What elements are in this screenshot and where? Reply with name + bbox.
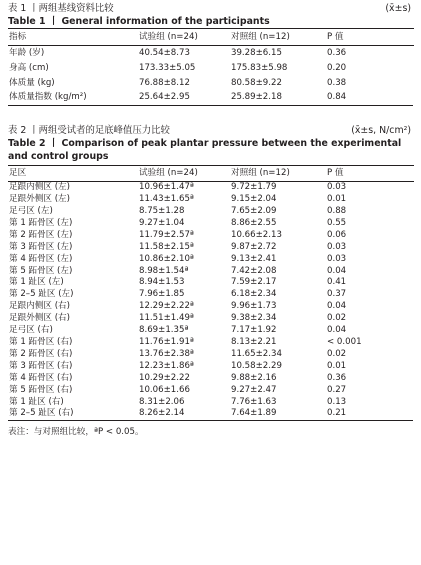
table-cell: 25.64±2.95 bbox=[139, 92, 190, 103]
table-cell: 7.42±2.08 bbox=[231, 265, 277, 276]
table-cell: 7.96±1.85 bbox=[139, 289, 185, 300]
table-cell: 0.01 bbox=[327, 360, 347, 371]
table-cell: 8.31±2.06 bbox=[139, 396, 185, 407]
table-cell: 第 3 跖骨区 (左) bbox=[9, 241, 73, 252]
table-cell: 8.26±2.14 bbox=[139, 408, 185, 419]
table-header-cell: 指标 bbox=[9, 32, 27, 42]
table-cell: 0.13 bbox=[327, 396, 347, 407]
table-row bbox=[8, 218, 414, 230]
table-row bbox=[8, 266, 414, 278]
table-cell: 第 4 跖骨区 (左) bbox=[9, 253, 73, 264]
table-row bbox=[8, 61, 414, 76]
table-cell: 年龄 (岁) bbox=[9, 48, 45, 58]
table-cell: 0.03 bbox=[327, 253, 347, 264]
table-row bbox=[8, 301, 414, 313]
table-row bbox=[8, 397, 414, 409]
table-row bbox=[8, 361, 414, 373]
table1-header-row bbox=[8, 29, 414, 46]
table-cell: < 0.001 bbox=[327, 336, 362, 347]
table-cell: 0.02 bbox=[327, 313, 347, 324]
table-cell: 7.65±2.09 bbox=[231, 206, 277, 216]
table-cell: 9.87±2.72 bbox=[231, 241, 277, 252]
table-cell: 80.58±9.22 bbox=[231, 77, 282, 88]
table-cell: 0.03 bbox=[327, 241, 347, 252]
table-cell: 足弓区 (右) bbox=[9, 325, 53, 336]
table-cell: 76.88±8.12 bbox=[139, 77, 190, 88]
table-cell: 第 2–5 趾区 (右) bbox=[9, 408, 74, 419]
table2-caption bbox=[8, 124, 413, 137]
table-cell: 7.59±2.17 bbox=[231, 277, 277, 288]
table-cell: 0.84 bbox=[327, 92, 347, 103]
table-row bbox=[8, 408, 414, 420]
table-cell: 39.28±6.15 bbox=[231, 48, 282, 58]
table-row bbox=[8, 182, 414, 194]
table-cell: 第 3 跖骨区 (右) bbox=[9, 360, 73, 371]
table-row bbox=[8, 194, 414, 206]
table-cell: 13.76±2.38ª bbox=[139, 348, 194, 359]
table2-footnote: 表注：与对照组比较，ªP < 0.05。 bbox=[8, 427, 144, 438]
table-cell: 8.75±1.28 bbox=[139, 206, 185, 216]
table-cell: 0.21 bbox=[327, 408, 347, 419]
table-cell: 10.29±2.22 bbox=[139, 372, 190, 383]
table-cell: 体质量指数 (kg/m²) bbox=[9, 92, 87, 103]
table-cell: 10.96±1.47ª bbox=[139, 182, 194, 193]
table-row bbox=[8, 76, 414, 91]
table-cell: 0.20 bbox=[327, 62, 347, 73]
table-cell: 9.38±2.34 bbox=[231, 313, 277, 324]
table-row bbox=[8, 373, 414, 385]
table-row bbox=[8, 277, 414, 289]
table-row bbox=[8, 90, 414, 105]
table-cell: 第 2–5 趾区 (左) bbox=[9, 289, 74, 300]
table-cell: 0.55 bbox=[327, 217, 347, 228]
table-cell: 第 2 跖骨区 (左) bbox=[9, 229, 73, 240]
table-cell: 9.15±2.04 bbox=[231, 194, 277, 205]
table-cell: 9.27±1.04 bbox=[139, 217, 185, 228]
table-row bbox=[8, 46, 414, 61]
table2-caption-unit: (x̄±s, N/cm²) bbox=[351, 125, 411, 137]
table-cell: 第 4 跖骨区 (右) bbox=[9, 372, 73, 383]
table-cell: 40.54±8.73 bbox=[139, 48, 190, 58]
table-row bbox=[8, 242, 414, 254]
table-cell: 9.88±2.16 bbox=[231, 372, 277, 383]
table-row bbox=[8, 325, 414, 337]
table-cell: 8.94±1.53 bbox=[139, 277, 185, 288]
table-cell: 10.06±1.66 bbox=[139, 384, 190, 395]
table-cell: 8.98±1.54ª bbox=[139, 265, 189, 276]
table-cell: 9.13±2.41 bbox=[231, 253, 277, 264]
table2 bbox=[8, 165, 414, 420]
table-cell: 9.27±2.47 bbox=[231, 384, 277, 395]
table-cell: 第 5 跖骨区 (左) bbox=[9, 265, 73, 276]
table-row bbox=[8, 254, 414, 266]
table-cell: 0.41 bbox=[327, 277, 347, 288]
table-cell: 0.04 bbox=[327, 265, 347, 276]
table-header-cell: P 值 bbox=[327, 32, 344, 42]
table1-caption-unit: (x̄±s) bbox=[385, 3, 411, 14]
table1-caption-en: Table 1 丨 General information of the participants bbox=[8, 16, 270, 27]
table-cell: 173.33±5.05 bbox=[139, 62, 196, 73]
table-row bbox=[8, 206, 414, 218]
table-cell: 足跟外侧区 (右) bbox=[9, 313, 70, 324]
table-cell: 10.58±2.29 bbox=[231, 360, 282, 371]
table-cell: 0.37 bbox=[327, 289, 347, 300]
table-cell: 0.38 bbox=[327, 77, 347, 88]
table-cell: 11.79±2.57ª bbox=[139, 229, 194, 240]
table-cell: 7.64±1.89 bbox=[231, 408, 277, 419]
table-cell: 第 1 趾区 (左) bbox=[9, 277, 64, 288]
table-cell: 175.83±5.98 bbox=[231, 62, 288, 73]
table-cell: 0.03 bbox=[327, 182, 347, 193]
table-cell: 0.36 bbox=[327, 48, 347, 58]
table-row bbox=[8, 337, 414, 349]
table-row bbox=[8, 289, 414, 301]
table-cell: 0.02 bbox=[327, 348, 347, 359]
table2-bottom-rule bbox=[8, 420, 413, 421]
table-header-cell: 对照组 (n=12) bbox=[231, 168, 290, 179]
table-cell: 8.69±1.35ª bbox=[139, 325, 189, 336]
table-cell: 足跟外侧区 (左) bbox=[9, 194, 70, 205]
table-row bbox=[8, 349, 414, 361]
table-cell: 足弓区 (左) bbox=[9, 206, 53, 216]
table-cell: 9.72±1.79 bbox=[231, 182, 277, 193]
table-cell: 体质量 (kg) bbox=[9, 77, 55, 88]
table-cell: 8.13±2.21 bbox=[231, 336, 277, 347]
table-header-cell: 足区 bbox=[9, 168, 27, 179]
table-cell: 11.76±1.91ª bbox=[139, 336, 194, 347]
table-header-cell: 试验组 (n=24) bbox=[139, 32, 198, 42]
table-cell: 9.96±1.73 bbox=[231, 301, 277, 312]
table-cell: 第 1 跖骨区 (右) bbox=[9, 336, 73, 347]
table-cell: 12.23±1.86ª bbox=[139, 360, 194, 371]
table2-caption-cn: 表 2 丨两组受试者的足底峰值压力比较 bbox=[8, 125, 170, 137]
table-cell: 8.86±2.55 bbox=[231, 217, 277, 228]
table1-caption-cn: 表 1 丨两组基线资料比较 bbox=[8, 3, 114, 14]
table-cell: 身高 (cm) bbox=[9, 62, 49, 73]
table-cell: 0.36 bbox=[327, 372, 347, 383]
table-cell: 0.01 bbox=[327, 194, 347, 205]
table-header-cell: P 值 bbox=[327, 168, 344, 179]
table-row bbox=[8, 230, 414, 242]
table-row bbox=[8, 313, 414, 325]
table-header-cell: 对照组 (n=12) bbox=[231, 32, 290, 42]
table-cell: 10.66±2.13 bbox=[231, 229, 282, 240]
table-cell: 0.06 bbox=[327, 229, 347, 240]
table-cell: 0.04 bbox=[327, 325, 347, 336]
table-cell: 第 2 跖骨区 (右) bbox=[9, 348, 73, 359]
table-cell: 足跟内侧区 (左) bbox=[9, 182, 70, 193]
table2-caption-en: Table 2 丨 Comparison of peak plantar pressure between the experimental and control groups bbox=[8, 138, 402, 163]
table-cell: 7.17±1.92 bbox=[231, 325, 277, 336]
table-cell: 第 5 跖骨区 (右) bbox=[9, 384, 73, 395]
table-cell: 11.58±2.15ª bbox=[139, 241, 194, 252]
table1 bbox=[8, 28, 414, 105]
table-cell: 0.88 bbox=[327, 206, 347, 216]
table-cell: 11.65±2.34 bbox=[231, 348, 282, 359]
table-cell: 6.18±2.34 bbox=[231, 289, 277, 300]
document-page bbox=[8, 2, 413, 437]
table-cell: 第 1 跖骨区 (左) bbox=[9, 217, 73, 228]
table-cell: 11.43±1.65ª bbox=[139, 194, 194, 205]
table-cell: 0.04 bbox=[327, 301, 347, 312]
table-header-cell: 试验组 (n=24) bbox=[139, 168, 198, 179]
table2-header-row bbox=[8, 166, 414, 182]
table-cell: 足跟内侧区 (右) bbox=[9, 301, 70, 312]
table-cell: 12.29±2.22ª bbox=[139, 301, 194, 312]
table-cell: 0.27 bbox=[327, 384, 347, 395]
table-row bbox=[8, 385, 414, 397]
table1-caption bbox=[8, 2, 413, 15]
table-cell: 25.89±2.18 bbox=[231, 92, 282, 103]
table-cell: 11.51±1.49ª bbox=[139, 313, 194, 324]
table-cell: 7.76±1.63 bbox=[231, 396, 277, 407]
table-cell: 10.86±2.10ª bbox=[139, 253, 194, 264]
table-cell: 第 1 趾区 (右) bbox=[9, 396, 64, 407]
